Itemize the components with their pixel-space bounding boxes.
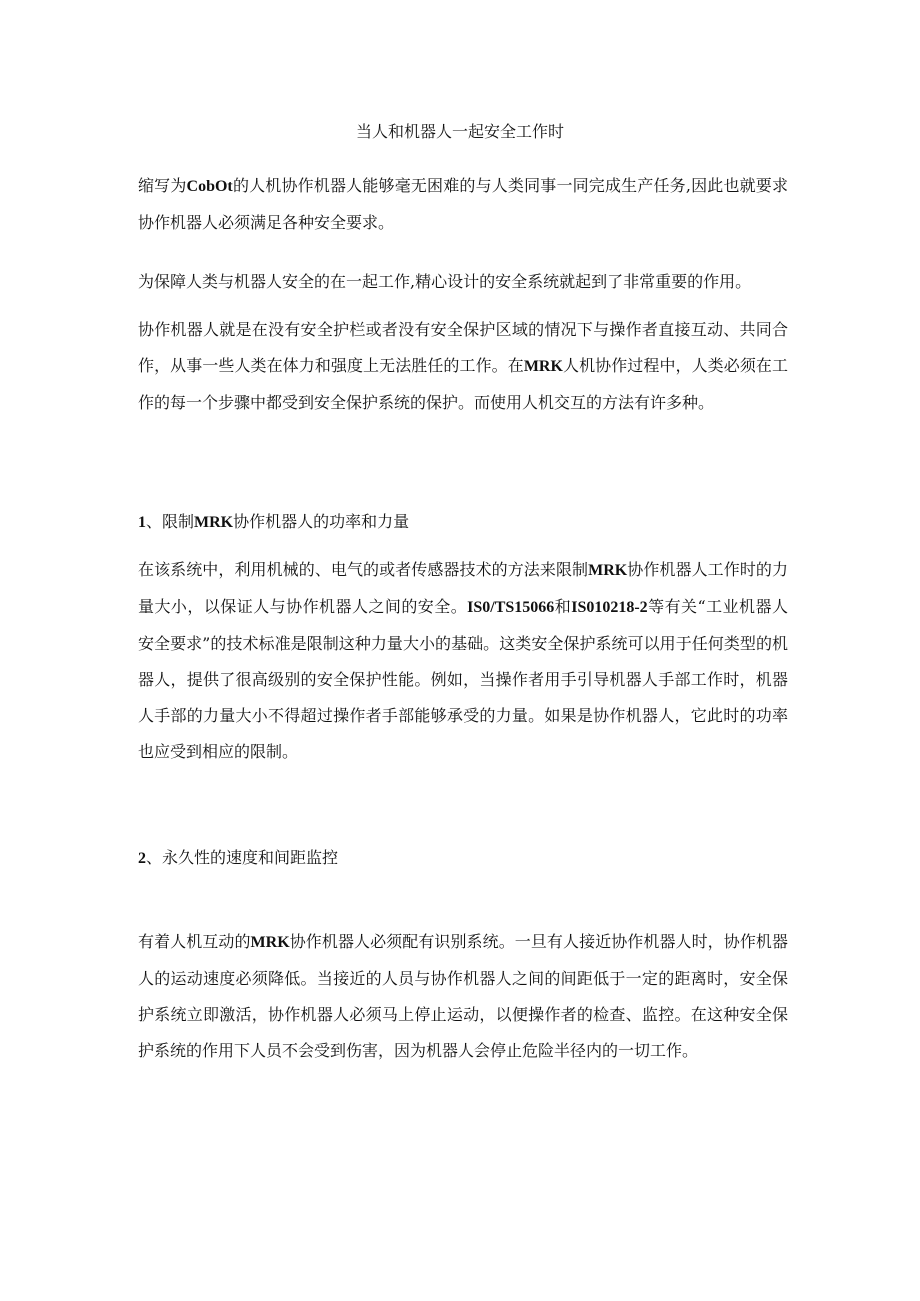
p5-text-pre: 有着人机互动的 — [138, 932, 251, 951]
document-title: 当人和机器人一起安全工作时 — [355, 122, 564, 141]
p1-text-post: 的人机协作机器人能够毫无困难的与人类同事一同完成生产任务,因此也就要求协作机器人必须满足各种安全要求。 — [138, 176, 788, 232]
p4-text-post: 等有关“工业机器人安全要求”的技术标准是限制这种力量大小的基础。这类安全保护系统可以用于任何类型的机器人，提供了很高级别的安全保护性能。例如，当操作者用手引导机器人手部工作时，机器人手部的力量大小不得超过操作者手部能够承受的力量。如果是协作机器人，它此时的功率也应受到相应的限制。 — [138, 597, 788, 761]
paragraph-power-force — [138, 552, 788, 770]
paragraph-safety-system: 为保障人类与机器人安全的在一起工作,精心设计的安全系统就起到了非常重要的作用。 — [138, 272, 752, 291]
p4-text-mid2: 和 — [554, 597, 572, 616]
h1-text-pre: 、限制 — [146, 512, 195, 531]
p4-bold-iso: IS010218-2 — [571, 599, 648, 616]
p4-bold-mrk: MRK — [588, 562, 628, 579]
h1-bold-mrk: MRK — [194, 514, 234, 531]
p4-text-mid1: 协作机器人工作时的力量大小，以保证人与协作机器人之间的安全。 — [138, 560, 788, 616]
h2-text-post: 、永久性的速度和间距监控 — [146, 848, 339, 867]
p1-bold-cobot: CobOt — [186, 178, 233, 195]
paragraph-collaboration — [138, 312, 788, 421]
h1-text-post: 协作机器人的功率和力量 — [233, 512, 410, 531]
p5-bold-mrk: MRK — [250, 934, 290, 951]
section-heading-2 — [138, 840, 788, 877]
h1-number: 1 — [138, 514, 146, 531]
h2-number: 2 — [138, 850, 146, 867]
p1-text-pre: 缩写为 — [138, 176, 187, 195]
paragraph-cobot-intro — [138, 168, 788, 241]
p4-bold-iso-ts: IS0/TS15066 — [467, 599, 555, 616]
p3-text-post: 人机协作过程中，人类必须在工作的每一个步骤中都受到安全保护系统的保护。而使用人机交互的方法有许多种。 — [138, 356, 788, 412]
paragraph-speed-monitoring — [138, 924, 788, 1069]
p4-text-pre: 在该系统中，利用机械的、电气的或者传感器技术的方法来限制 — [138, 560, 589, 579]
p3-text-pre: 协作机器人就是在没有安全护栏或者没有安全保护区域的情况下与操作者直接互动、共同合作，从事一些人类在体力和强度上无法胜任的工作。在 — [138, 320, 788, 375]
p3-bold-mrk: MRK — [523, 358, 563, 375]
section-heading-1 — [138, 504, 788, 541]
p5-text-post: 协作机器人必须配有识别系统。一旦有人接近协作机器人时，协作机器人的运动速度必须降低。当接近的人员与协作机器人之间的间距低于一定的距离时，安全保护系统立即激活，协作机器人必须马上停止运动，以便操作者的检查、监控。在这种安全保护系统的作用下人员不会受到伤害，因为机器人会停止危险半径内的一切工作。 — [138, 932, 788, 1060]
